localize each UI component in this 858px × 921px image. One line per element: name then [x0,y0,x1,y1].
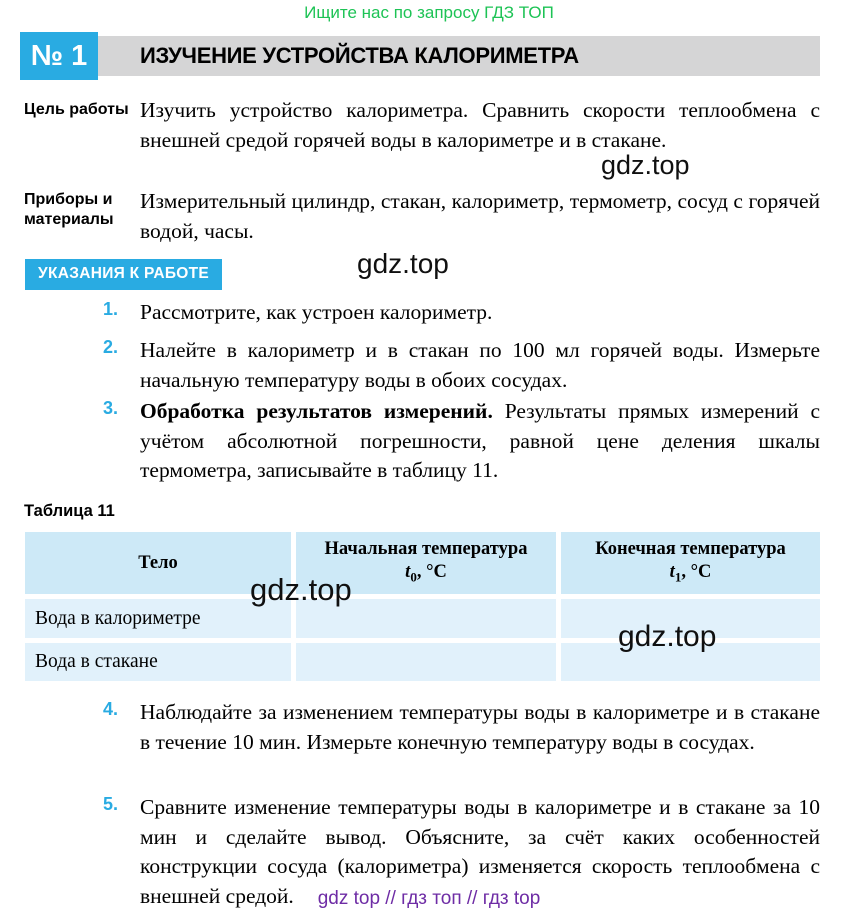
goal-text: Изучить устройство калориметра. Сравнить скорости теплообмена с внешней средой горячей воды в калориметре и в стакане. [140,98,820,152]
header-symbol-line [405,561,447,589]
table-row-name: Вода в калориметре [25,599,291,638]
t-symbol: t [405,561,411,582]
header-symbol-line [670,561,712,589]
table-header-final-temp [561,532,820,594]
t-subscript: 0 [410,569,417,585]
unit-label: , °C [416,561,447,582]
instructions-badge: УКАЗАНИЯ К РАБОТЕ [25,259,222,290]
watermark-3: gdz.top [250,572,352,607]
list-item-text [140,298,820,328]
equipment-label: Приборы и материалы [24,191,114,228]
t-subscript: 1 [674,569,682,585]
list-item-body: Рассмотрите, как устроен калориметр. [140,300,493,324]
lab-number-badge: № 1 [20,32,98,80]
watermark-1: gdz.top [601,150,690,180]
table-header-body-text: Тело [138,552,178,573]
list-number: 4. [103,699,119,719]
list-item-3 [103,397,820,486]
list-number: 3. [103,398,119,418]
footer-text: gdz top // гдз топ // гдз top [317,888,541,909]
unit-label: , °C [681,561,712,582]
header-title-line: Начальная температура [324,538,528,559]
list-item-1 [103,298,820,328]
watermark-2: gdz.top [357,248,449,279]
page-title: ИЗУЧЕНИЕ УСТРОЙСТВА КАЛОРИМЕТРА [140,43,579,68]
list-item-text [140,397,820,486]
header-title-line: Конечная температура [595,538,786,559]
list-item-text [140,698,820,757]
results-table [25,532,820,681]
t-symbol: t [669,561,675,582]
list-number: 1. [103,299,119,319]
equipment-text: Измерительный цилиндр, стакан, калориметр, термометр, сосуд с горячей водой, часы. [140,189,820,243]
goal-label: Цель работы [24,101,129,118]
table-cell-initial-2 [296,643,556,681]
table-row-name: Вода в стакане [25,643,291,681]
list-item-text [140,336,820,395]
list-item-body: Сравните изменение температуры воды в калориметре и в стакане за 10 мин и сделайте вывод. Объясните, за счёт каких особенностей конструкции сосуда (калориметра) изменяется скорость теплообмена с внешней средой. [140,795,820,908]
table-label: Таблица 11 [24,502,115,520]
list-item-bold-lead: Обработка результатов измерений. [140,399,493,423]
list-number: 2. [103,337,119,357]
watermark-4: gdz.top [618,620,717,653]
list-item-4 [103,698,820,757]
list-item-body: Налейте в калориметр и в стакан по 100 мл горячей воды. Измерьте начальную температуру воды в обоих сосудах. [140,338,820,392]
top-banner-text: Ищите нас по запросу ГДЗ ТОП [304,3,554,22]
list-item-body: Наблюдайте за изменением температуры воды в калориметре и в стакане в течение 10 мин. Измерьте конечную температуру воды в сосудах. [140,700,820,754]
list-item-2 [103,336,820,395]
list-item-body: Результаты прямых измерений с учётом абсолютной погрешности, равной цене деления шкалы термометра, записывайте в таблицу 11. [140,399,820,482]
list-number: 5. [103,794,119,814]
